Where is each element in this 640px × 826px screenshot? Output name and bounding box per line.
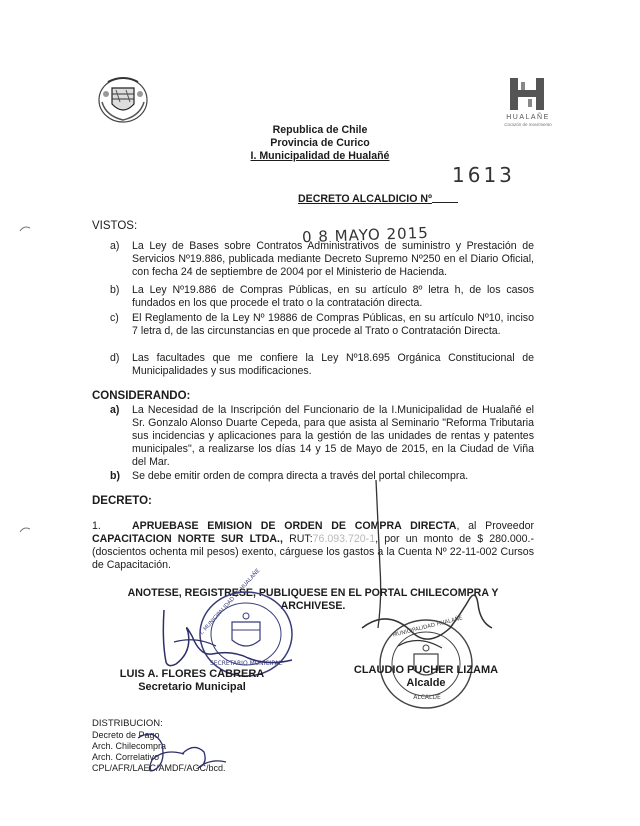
decreto-item-number: 1. bbox=[92, 520, 101, 532]
decreto-bold-lead: APRUEBASE EMISION DE ORDEN DE COMPRA DIRECTA bbox=[132, 520, 457, 532]
coat-of-arms-logo bbox=[96, 72, 150, 126]
vistos-item-c-text: El Reglamento de la Ley Nº 19886 de Compras Públicas, en su artículo Nº10, inciso 7 letra d, de las circunstancias en que procede al Trato o Contratación Directa. bbox=[132, 312, 534, 337]
decreto-provider: CAPACITACION NORTE SUR LTDA., bbox=[92, 533, 283, 545]
vistos-heading: VISTOS: bbox=[92, 220, 138, 232]
distribution-item: Decreto de Pago bbox=[92, 730, 160, 740]
decreto-text-2: RUT: bbox=[282, 533, 313, 545]
alcalde-title: Alcalde bbox=[406, 677, 446, 689]
vistos-item-c bbox=[110, 312, 534, 338]
vistos-item-c-label: c) bbox=[110, 312, 119, 324]
alcalde-name: CLAUDIO PUCHER LIZAMA bbox=[353, 664, 499, 676]
considerando-item-a-text: La Necesidad de la Inscripción del Funcionario de la I.Municipalidad de Hualañé el Sr. Gonzalo Alonso Duarte Cepeda, para que asista al Seminario "Reforma Tributaria sus incidencias y aplicaciones para la gestión de las unidades de rentas y patentes municipales", a realizarse los días 14 y 15 de Mayo de 2015, en la Ciudad de Viña del Mar. bbox=[132, 404, 534, 468]
header-municipality: I. Municipalidad de Hualañé bbox=[250, 150, 390, 162]
alcalde-signature-icon bbox=[358, 478, 498, 678]
considerando-item-a-label: a) bbox=[110, 404, 120, 416]
date-stamp: 0 8 MAYO 2015 bbox=[301, 223, 430, 247]
scan-mark-top bbox=[18, 222, 32, 236]
distribution-item: Arch. Chilecompra bbox=[92, 741, 167, 751]
hualane-logo bbox=[496, 76, 560, 136]
considerando-heading: CONSIDERANDO: bbox=[92, 390, 191, 402]
vistos-item-d-label: d) bbox=[110, 352, 120, 364]
closing-line-2: ARCHIVESE. bbox=[280, 600, 346, 612]
distribution-heading: DISTRIBUCION: bbox=[92, 718, 163, 729]
secretario-title: Secretario Municipal bbox=[138, 681, 246, 693]
vistos-item-b bbox=[110, 284, 534, 310]
alcalde-stamp-bottom: ALCALDE bbox=[413, 694, 441, 701]
hualane-logo-name: HUALAÑE bbox=[506, 114, 550, 121]
header-country: Republica de Chile bbox=[272, 124, 368, 136]
secretario-stamp-top: I. MUNICIPALIDAD DE HUALAÑE bbox=[199, 568, 262, 637]
decreto-text-3: , por un monto de $ 280.000.- (doscientos ochenta mil pesos) exento, cárguese los gastos a la Cuenta Nº 22-11-002 Cursos de Capacitación. bbox=[92, 533, 535, 571]
hualane-logo-tagline: Corazón de movimiento bbox=[504, 122, 552, 127]
vistos-item-b-label: b) bbox=[110, 284, 120, 296]
secretario-signature-icon bbox=[152, 602, 302, 674]
decreto-text-1: , al Proveedor bbox=[456, 520, 535, 532]
decreto-rut: 76.093.720-1 bbox=[312, 533, 376, 545]
vistos-item-a-label: a) bbox=[110, 240, 120, 252]
secretario-name: LUIS A. FLORES CABRERA bbox=[119, 668, 265, 680]
alcalde-stamp-top: MUNICIPALIDAD HUALAÑE bbox=[392, 615, 464, 639]
closing-line-1: ANOTESE, REGISTRESE, PUBLIQUESE EN EL PORTAL CHILECOMPRA Y bbox=[127, 587, 499, 599]
vistos-item-d bbox=[110, 352, 534, 378]
vistos-item-a-text: La Ley de Bases sobre Contratos Administrativos de suministro y Prestación de Servicios Nº19.886, publicada mediante Decreto Supremo Nº250 en el Diario Oficial, con fecha 24 de septiembre de 2004 por el Ministerio de Hacienda. bbox=[132, 240, 534, 278]
header-province: Provincia de Curico bbox=[270, 137, 370, 149]
distribution-item: CPL/AFR/LAEC/AMDF/AGC/bcd. bbox=[92, 763, 226, 773]
scan-mark-bottom bbox=[18, 523, 32, 537]
decree-title-label: DECRETO ALCALDICIO Nº bbox=[298, 193, 432, 205]
considerando-item-b-label: b) bbox=[110, 470, 120, 482]
distribution-item: Arch. Correlativo bbox=[92, 752, 160, 762]
considerando-item-a bbox=[110, 404, 534, 469]
vistos-item-d-text: Las facultades que me confiere la Ley Nº18.695 Orgánica Constitucional de Municipalidades y sus modificaciones. bbox=[132, 352, 534, 377]
distribution-initials-signature-icon bbox=[134, 724, 244, 780]
hualane-h-mark-icon bbox=[496, 76, 560, 112]
vistos-item-b-text: La Ley Nº19.886 de Compras Públicas, en su artículo 8º letra h, de los casos fundados en los que procede el trato o la contratación directa. bbox=[132, 284, 534, 309]
considerando-item-b-text: Se debe emitir orden de compra directa a través del portal chilecompra. bbox=[132, 470, 469, 482]
decree-number-stamp: 1613 bbox=[452, 163, 515, 187]
secretario-stamp-bottom: SECRETARIO MUNICIPAL bbox=[209, 660, 283, 667]
vistos-item-a bbox=[110, 240, 534, 279]
decree-title bbox=[298, 193, 498, 206]
decreto-heading: DECRETO: bbox=[92, 495, 152, 507]
